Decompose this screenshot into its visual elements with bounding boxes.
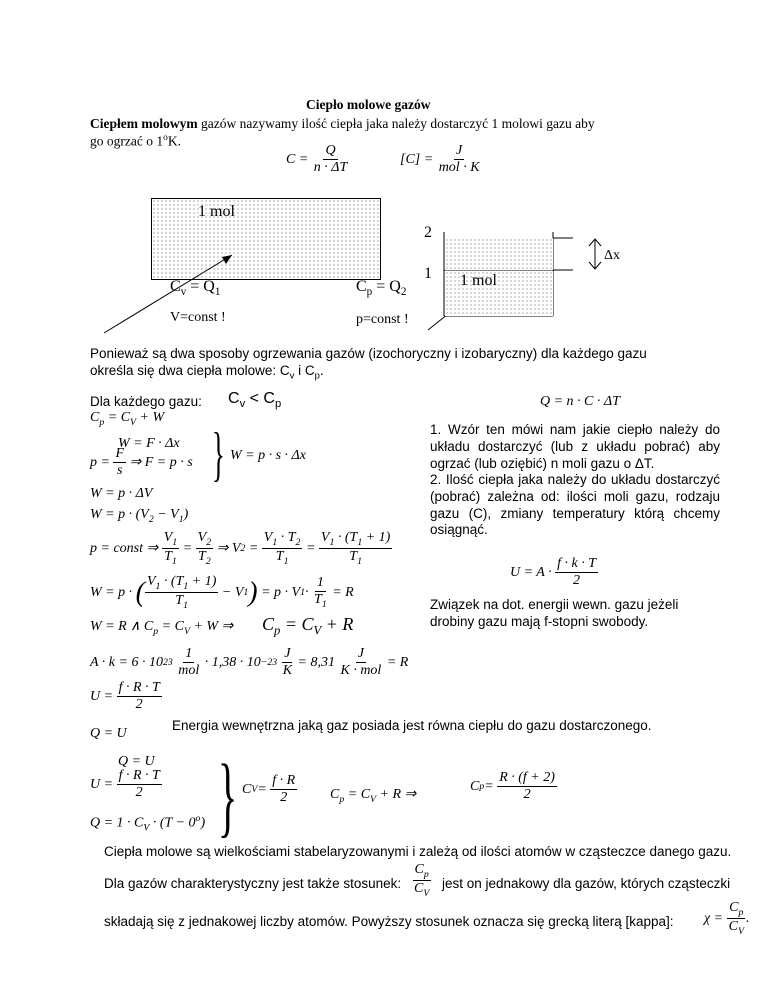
paren-close: ) xyxy=(248,576,258,608)
ratio-den xyxy=(412,881,431,899)
wf-end: + W ⇒ xyxy=(189,619,234,634)
cp2-sub: p xyxy=(479,781,485,793)
w-inner-den: $T_1$ xyxy=(175,593,188,611)
kappa-den-sub: V xyxy=(737,925,744,937)
kappa-dot: . xyxy=(745,910,750,926)
ak-val: = 8,31 xyxy=(297,654,335,670)
degree-sup: o xyxy=(163,133,168,143)
kappa-num-sub: p xyxy=(738,906,744,918)
cv-q1-label xyxy=(170,278,220,298)
w-inner-num: $V_1 \cdot (T_1 + 1)$ xyxy=(146,574,217,592)
kappa-formula xyxy=(704,900,749,937)
unit-lhs: [C] = xyxy=(400,151,434,167)
ak-mid: · 1,38 · 10 xyxy=(204,654,261,670)
cpeq-sub2: V xyxy=(130,416,137,428)
one-num: 1 xyxy=(315,575,326,592)
wpv-a: W = p · (V xyxy=(90,507,149,522)
para1-sub-p: p xyxy=(314,370,320,382)
cp-rest-sub: 2 xyxy=(400,286,407,299)
right-mol-label: 1 mol xyxy=(460,272,497,289)
unit-num: J xyxy=(454,143,464,160)
wpv-end: ) xyxy=(183,507,189,522)
ratio-num xyxy=(413,862,431,881)
ak-line xyxy=(90,646,408,679)
u-frac xyxy=(117,680,162,713)
p-num: F xyxy=(113,446,126,463)
left-mol-label: 1 mol xyxy=(198,203,235,220)
intro-rest: gazów nazywamy ilość ciepła jaka należy dostarczyć 1 molowi gazu aby xyxy=(197,116,595,131)
cp2-frac xyxy=(497,770,557,803)
wf-sub-v: V xyxy=(183,625,190,637)
u-formula xyxy=(90,680,162,713)
v2-num: $V_2$ xyxy=(197,530,212,548)
level-2-label: 2 xyxy=(424,224,432,241)
ak-end: = R xyxy=(386,654,409,670)
intro-line2-text: go ogrzać o 1 xyxy=(90,133,164,149)
cprel-end: + R ⇒ xyxy=(376,787,417,802)
ratio-num-c: C xyxy=(414,862,424,877)
cprel-sub: p xyxy=(339,793,345,805)
level-1-label: 1 xyxy=(424,265,432,282)
para1-sub-v: v xyxy=(289,370,295,382)
cylinder-upper-region xyxy=(445,238,553,270)
w-inner-frac xyxy=(145,574,218,611)
cv-rest-sub: 1 xyxy=(214,286,221,299)
sys-q-end: · (T − 0 xyxy=(149,815,196,831)
c-lhs: C = xyxy=(286,151,309,167)
v1-t1 xyxy=(162,530,179,567)
ratio-num-sub: p xyxy=(423,868,429,880)
sys-u-frac xyxy=(117,768,162,801)
note-3: Związek na dot. energii wewn. gazu jeżeli drobiny gazu mają f-stopni swobody. xyxy=(430,597,679,629)
one-over-mol xyxy=(176,646,201,679)
ak-exp2: −23 xyxy=(260,657,278,669)
cp-eq-cv-w xyxy=(90,410,164,428)
wf-sub-p: p xyxy=(153,625,159,637)
brace-1: } xyxy=(211,421,225,487)
kappa-lhs: χ = xyxy=(704,910,724,926)
footer-line-1: Ciepła molowe są wielkościami stabelaryzowanymi i zależą od ilości atomów w cząsteczce danego gazu. xyxy=(104,844,732,859)
cv-c: C xyxy=(170,278,181,295)
p-f-over-s xyxy=(90,446,193,479)
q-nc-dt: Q = n · C · ΔT xyxy=(540,394,620,409)
wf-lhs: W = R ∧ C xyxy=(90,619,154,634)
u-lhs: U = xyxy=(90,688,114,704)
v1t2-num: $V_1 \cdot T_2$ xyxy=(263,530,301,548)
footer-line-2a: Dla gazów charakterystyczny jest także stosunek: xyxy=(104,876,402,891)
v1t1p1-t1 xyxy=(319,530,392,567)
cvlt-sub-p: p xyxy=(274,398,282,411)
sys-u-formula xyxy=(90,768,162,801)
para1-line2-a: określa się dwa ciepła molowe: C xyxy=(90,363,290,378)
cvf-sub: V xyxy=(251,784,258,796)
v1t1p1-num: $V_1 \cdot (T_1 + 1)$ xyxy=(320,530,391,548)
kappa-num xyxy=(727,900,745,919)
note-2: 2. Ilość ciepła jaka należy do układu dostarczyć (pobrać) zależna od: ilości moli gazu, rodzaju gazu (C), zmiany temperatury którą chcemy osiągnąć. xyxy=(430,472,720,538)
w-pdv: W = p · ΔV xyxy=(90,486,153,501)
cvf-frac xyxy=(270,773,297,806)
p-const-label: p=const ! xyxy=(356,312,409,327)
cp-q2-label xyxy=(356,278,406,298)
ratio-den-sub: V xyxy=(423,887,430,899)
sys-u-den: 2 xyxy=(135,785,143,801)
k-den: K xyxy=(282,663,293,679)
wpv-s1: 1 xyxy=(178,513,184,525)
cvf-num: f · R xyxy=(270,773,297,790)
p-lhs: p = xyxy=(90,454,110,470)
cpeq-c: C xyxy=(90,410,100,425)
kappa-frac xyxy=(727,900,746,937)
j-num-2: J xyxy=(356,646,366,663)
cvf-c: C xyxy=(242,781,252,797)
note-1: 1. Wzór ten mówi nam jakie ciepło należy do układu dostarczyć (lub z układu pobrać) aby ogrzać (lub oziębić) n moli gazu o ΔT. xyxy=(430,422,720,471)
footer-line-3: składają się z jednakowej liczby atomów. Powyższy stosunek oznacza się grecką literą [kappa]: xyxy=(104,914,674,929)
energy-text: Energia wewnętrzna jaką gaz posiada jest równa ciepłu do gazu dostarczonego. xyxy=(172,718,652,733)
p-den: s xyxy=(117,463,123,479)
cvf-den: 2 xyxy=(280,790,288,806)
cvlt-c: C xyxy=(228,390,240,407)
dx-label: Δx xyxy=(604,248,621,263)
u-a-formula xyxy=(510,556,598,589)
j-over-k xyxy=(281,646,294,679)
intro-line2-end: K. xyxy=(167,133,181,149)
para1-line2 xyxy=(90,363,324,382)
cv-lt-cp xyxy=(228,390,281,410)
q-eq-u: Q = U xyxy=(90,726,127,741)
ua-num: f · k · T xyxy=(555,556,598,573)
one-over-t1 xyxy=(312,575,329,610)
ratio-den-c: C xyxy=(414,881,424,897)
left-arrow-head xyxy=(222,255,232,264)
big-sub-v: V xyxy=(313,623,322,638)
cp-final-formula xyxy=(470,770,557,803)
cp-cv-r-relation xyxy=(330,786,416,805)
cprel-c: C xyxy=(330,787,340,802)
wpv-s2: 2 xyxy=(148,513,154,525)
cp2-eq: = xyxy=(484,778,494,794)
j-num: J xyxy=(282,646,292,663)
v-const-label: V=const ! xyxy=(170,310,226,325)
big-end: + R xyxy=(321,614,354,634)
p-fraction xyxy=(113,446,126,479)
t1-den: $T_1$ xyxy=(164,549,177,567)
sys-q-cv xyxy=(90,813,205,833)
for-each-gas: Dla każdego gazu: xyxy=(90,394,202,409)
cv-rest: = Q xyxy=(186,278,215,295)
kappa-num-c: C xyxy=(729,900,739,915)
para1-line2-end: . xyxy=(319,363,324,378)
ua-lhs: U = A · xyxy=(510,564,552,580)
w-psdx: W = p · s · Δx xyxy=(230,448,306,463)
t1-den-3: $T_1$ xyxy=(349,549,362,567)
wpv-mid: − V xyxy=(153,507,179,522)
wf-mid: = C xyxy=(158,619,184,634)
sys-q-sub: V xyxy=(143,822,150,834)
brace-2: } xyxy=(217,747,238,846)
j-over-kmol xyxy=(338,646,383,679)
footer-line-2b: jest on jednakowy dla gazów, których cząsteczki xyxy=(442,876,731,891)
kmol-den: K · mol xyxy=(340,663,382,679)
w-p-expression: W = p · ( $\frac{V_1 \cdot (T_1 + 1)}{T_1}$ − V 1 ) = p · V 1 · $\frac{1}{T_1}$ = R xyxy=(90,574,354,611)
cp-cv-r-big xyxy=(262,614,353,639)
sys-q-a: Q = 1 · C xyxy=(90,815,144,831)
one-num-2: 1 xyxy=(183,646,194,663)
para1-line1: Ponieważ są dwa sposoby ogrzewania gazów (izochoryczny i izobaryczny) dla każdego gazu xyxy=(90,346,647,361)
v1-num: $V_1$ xyxy=(163,530,178,548)
v1t2-t1 xyxy=(262,530,303,567)
paren-open: ( xyxy=(135,576,145,608)
t2-den: $T_2$ xyxy=(198,549,211,567)
cprel-mid: = C xyxy=(344,787,371,802)
sys-q-sup: o xyxy=(195,813,201,824)
footer-ratio xyxy=(412,862,431,899)
page-title: Ciepło molowe gazów xyxy=(306,97,431,112)
w-pv2-v1 xyxy=(90,507,188,525)
unit-den: mol · K xyxy=(438,160,480,176)
ua-frac xyxy=(555,556,598,589)
c-den: n · ΔT xyxy=(313,160,348,176)
cvf-eq: = xyxy=(257,781,267,797)
big-mid: = C xyxy=(280,614,314,634)
para1-line2-mid: i C xyxy=(294,363,315,378)
mol-den: mol xyxy=(178,663,200,679)
cprel-sub2: V xyxy=(370,793,377,805)
ak-exp: 23 xyxy=(162,657,173,669)
w-eq-r: = R xyxy=(332,584,354,600)
u-den: 2 xyxy=(135,697,143,713)
sys-u-num: f · R · T xyxy=(117,768,162,785)
cp-sub: p xyxy=(366,286,373,299)
kappa-den xyxy=(727,919,746,937)
cpeq-end: + W xyxy=(136,410,165,425)
big-sub-p: p xyxy=(274,623,281,638)
u-num: f · R · T xyxy=(117,680,162,697)
kappa-den-c: C xyxy=(728,919,738,935)
cp-c: C xyxy=(356,278,367,295)
cvlt-sub-v: v xyxy=(239,398,246,411)
cp2-num: R · (f + 2) xyxy=(497,770,557,787)
p-const-derivation: p = const ⇒ $\frac{V_1}{T_1}$ = $\frac{V_2}{T_2}$ ⇒ V 2 = $\frac{V_1 \cdot T_2}{T_1}$ = $\frac{V_1 \cdot (T_1 + 1)}{T_1}$ xyxy=(90,530,391,567)
cv-sub: v xyxy=(180,286,187,299)
cv-formula xyxy=(242,773,297,806)
big-c: C xyxy=(262,614,275,634)
p-imp: ⇒ F = p · s xyxy=(129,455,193,471)
intro-bold: Ciepłem molowym xyxy=(90,116,198,131)
cvlt-lt: < C xyxy=(245,390,275,407)
w-fdx: W = F · Δx xyxy=(118,436,180,451)
cp2-den: 2 xyxy=(523,787,531,803)
cp-rest: = Q xyxy=(372,278,401,295)
t1-den-2: $T_1$ xyxy=(275,549,289,567)
sys-q-close: ) xyxy=(200,815,206,831)
ua-den: 2 xyxy=(573,573,581,589)
sys-u-lhs: U = xyxy=(90,776,114,792)
ratio-frac xyxy=(412,862,431,899)
cpeq-sub: p xyxy=(99,416,105,428)
c-num: Q xyxy=(323,143,337,160)
cp2-c: C xyxy=(470,778,480,794)
cpeq-mid: = C xyxy=(104,410,131,425)
ak-lhs: A · k = 6 · 10 xyxy=(90,654,163,670)
t1-den-4: $T_1$ xyxy=(314,592,327,610)
v2-t2 xyxy=(196,530,213,567)
w-r-cp xyxy=(90,618,233,637)
sys-q-eq-u: Q = U xyxy=(118,754,155,769)
pconst-lhs: p = const ⇒ xyxy=(90,541,159,557)
